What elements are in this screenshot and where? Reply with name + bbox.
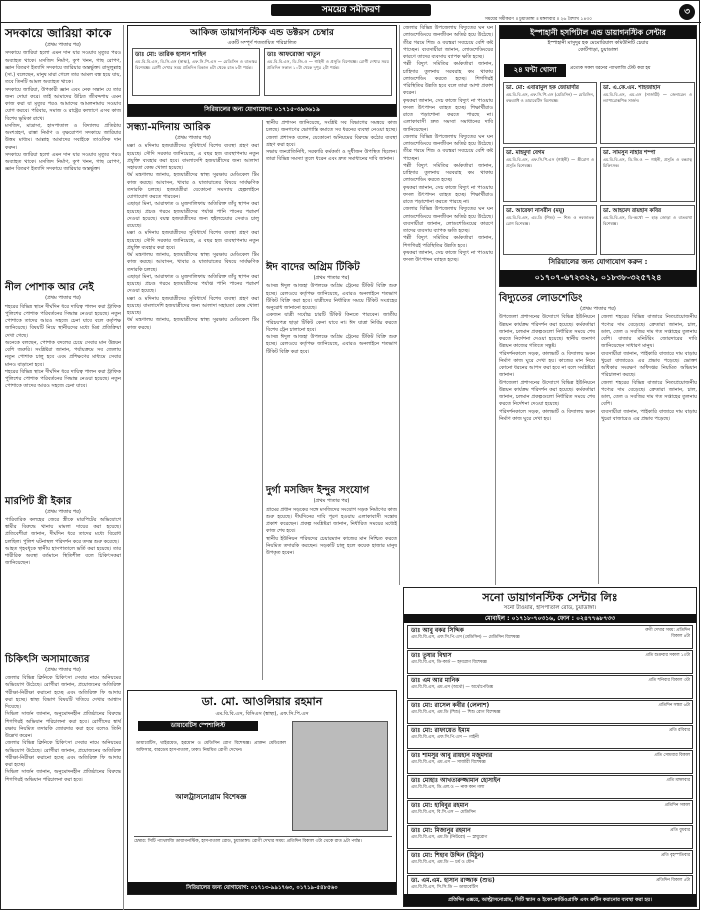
headline: সদকায়ে জারিয়া কাকে <box>5 26 112 40</box>
article-body: জেলার বিভিন্ন ক্লিনিকে চিকিৎসা সেবার নামে অনিয়মের অভিযোগ উঠেছে। রোগীরা জানান, প্রয়োজনের অতিরিক্ত পরীক্ষা-নিরীক্ষা করানো হচ্ছে এবং অতিরিক্ত ফি আদায় করা হচ্ছে। স্বাস্থ্য বিভাগ বিষয়টি খতিয়ে দেখার আশ্বাস দিয়েছে। সিভিল সার্জন জানান, অনুমোদনহীন প্রতিষ্ঠানের বিরুদ্ধে শিগগিরই অভিযান পরিচালনা করা হবে। রোগীদের স্বার্থ রক্ষায় নিয়মিত তদারকি জোরদার করা হবে বলেও তিনি উল্লেখ করেন। জেলার বিভিন্ন ক্লিনিকে চিকিৎসা সেবার নামে অনিয়মের অভিযোগ উঠেছে। রোগীরা জানান, প্রয়োজনের অতিরিক্ত পরীক্ষা-নিরীক্ষা করানো হচ্ছে এবং অতিরিক্ত ফি আদায় করা হচ্ছে। সিভিল সার্জন জানান, অনুমোদনহীন প্রতিষ্ঠানের বিরুদ্ধে শিগগিরই অভিযান পরিচালনা করা হবে। <box>5 675 121 783</box>
continued-note: (প্রথম পাতার পর) <box>313 275 350 281</box>
ad-tagline: একটি সম্পূর্ণ শততায়িত পরিচালিত <box>227 40 297 47</box>
ad-degree: এম.বি.বি.এস, বিসিএস (স্বাস্থ্য), এফ.সি.পি.এস <box>215 710 309 717</box>
article-body: জেলার বিভিন্ন উপজেলায় বিদ্যুতের ঘন ঘন লোডশেডিংয়ে জনজীবন অতিষ্ঠ হয়ে উঠেছে। তীব্র গরমে শিশু ও বয়স্করা সবচেয়ে বেশি কষ্ট পাচ্ছেন। ব্যবসায়ীরা জানান, লোডশেডিংয়ের কারণে তাদের ব্যবসায় ব্যাপক ক্ষতি হচ্ছে। পল্লী বিদ্যুৎ সমিতির কর্মকর্তারা জানান, চাহিদার তুলনায় সরবরাহ কম থাকায় লোডশেডিং করতে হচ্ছে। শিগগিরই পরিস্থিতির উন্নতি হবে বলে তারা আশা প্রকাশ করেন। কৃষকরা জানান, সেচ কাজে বিদ্যুৎ না পাওয়ায় ফসল উৎপাদন ব্যাহত হচ্ছে। শিক্ষার্থীরাও রাতে পড়াশোনা করতে পারছে না। এলাকাবাসী দ্রুত সমস্যা সমাধানের দাবি জানিয়েছেন। জেলার বিভিন্ন উপজেলায় বিদ্যুতের ঘন ঘন লোডশেডিংয়ে জনজীবন অতিষ্ঠ হয়ে উঠেছে। তীব্র গরমে শিশু ও বয়স্করা সবচেয়ে বেশি কষ্ট পাচ্ছেন। পল্লী বিদ্যুৎ সমিতির কর্মকর্তারা জানান, চাহিদার তুলনায় সরবরাহ কম থাকায় লোডশেডিং করতে হচ্ছে। কৃষকরা জানান, সেচ কাজে বিদ্যুৎ না পাওয়ায় ফসল উৎপাদন ব্যাহত হচ্ছে। শিক্ষার্থীরাও রাতে পড়াশোনা করতে পারছে না। জেলার বিভিন্ন উপজেলায় বিদ্যুতের ঘন ঘন লোডশেডিংয়ে জনজীবন অতিষ্ঠ হয়ে উঠেছে। ব্যবসায়ীরা জানান, লোডশেডিংয়ের কারণে তাদের ব্যবসায় ব্যাপক ক্ষতি হচ্ছে। পল্লী বিদ্যুৎ সমিতির কর্মকর্তারা জানান, শিগগিরই পরিস্থিতির উন্নতি হবে। কৃষকরা জানান, সেচ কাজে বিদ্যুৎ না পাওয়ায় ফসল উৎপাদন ব্যাহত হচ্ছে। <box>403 25 493 263</box>
column-1 <box>5 25 121 909</box>
continued-note: (প্রথম পাতার পর) <box>313 498 350 505</box>
column-3 <box>403 25 493 585</box>
doctor-name: ডাঃ আফরোজা খাতুন <box>267 51 321 58</box>
sono-doctor-row <box>407 800 693 824</box>
article-body: শহরের বিভিন্ন স্থানে দীর্ঘদিন ধরে দায়িত্ব পালন করা ট্রাফিক পুলিশের পোশাক পরিবর্তনের সিদ্ধান্ত নেওয়া হয়েছে। নতুন পোশাকে তাদের আরও সহজে চেনা যাবে বলে কর্তৃপক্ষ জানিয়েছে। বিষয়টি নিয়ে স্থানীয়দের মধ্যে মিশ্র প্রতিক্রিয়া দেখা গেছে। অনেকে বলছেন, পোশাক বদলের চেয়ে সেবার মান উন্নয়ন বেশি জরুরি। সংশ্লিষ্টরা জানান, পর্যায়ক্রমে সব জেলায় নতুন পোশাক চালু হবে এবং প্রশিক্ষণের মাধ্যমে সেবার মানও বাড়ানো হবে। শহরের বিভিন্ন স্থানে দীর্ঘদিন ধরে দায়িত্ব পালন করা ট্রাফিক পুলিশের পোশাক পরিবর্তনের সিদ্ধান্ত নেওয়া হয়েছে। নতুন পোশাকে তাদের আরও সহজে চেনা যাবে। <box>5 303 121 390</box>
doctor-schedule: প্রতি সোমবার বিকাল <box>654 753 690 759</box>
open-24-badge: ২৪ ঘণ্টা খোলা <box>504 64 566 77</box>
doctor-name: ডাঃ মো: রাসেল কবীর (লেলাশ) <box>411 702 490 710</box>
ad-doctor-title: ডা. মো. আওলিয়ার রহমান <box>201 695 323 708</box>
sono-doctor-row <box>407 750 693 774</box>
hospital-ad <box>499 25 697 287</box>
doctor-photo <box>292 721 388 831</box>
headline: দুর্গা মসজিদ ইন্দুর সংযোগ <box>266 485 370 497</box>
serial-label: সিরিয়ালের জন্য যোগাযোগ করুন : <box>548 258 648 266</box>
ad-footer: সিরিয়ালের জন্য যোগাযোগ: ০১৭১৫-৩৯৩৬১৯ <box>128 104 396 116</box>
column-rule <box>598 314 599 584</box>
doctor-name: ডাঃ মো: শিহাব উদ্দিন (মিঠুন) <box>411 852 484 860</box>
column-rule <box>262 120 263 680</box>
sono-doctor-row <box>407 625 693 649</box>
sono-doctor-row <box>407 725 693 749</box>
headline: চিকিৎসি অসামাজ্যের <box>5 653 90 665</box>
doctor-degree: এম.বি.বি.এস, এফ.সি.পি.এস (মেডিসিন) — মেডিসিন বিশেষজ্ঞ <box>411 635 520 641</box>
doctor-degree: এম.বি.বি.এস, ডি.এল.ও — নাক কান গলা <box>411 785 485 791</box>
article-body: মক্কা ও মদিনায় হজযাত্রীদের সুবিধার্থে বিশেষ ব্যবস্থা গ্রহণ করা হয়েছে। সৌদি সরকার জানিয়েছে, এ বছর হজ ব্যবস্থাপনায় নতুন প্রযুক্তি ব্যবহার করা হবে। বাংলাদেশি হজযাত্রীদের জন্য আলাদা সহায়তা কেন্দ্র খোলা হয়েছে। ধর্ম মন্ত্রণালয় জানায়, হজযাত্রীদের স্বাস্থ্য সুরক্ষায় মেডিকেল টিম কাজ করছে। আবাসন, খাবার ও যাতায়াতের বিষয়ে সার্বক্ষণিক তদারকি চলছে। হজযাত্রীরা যেকোনো সমস্যায় হেল্পলাইনে যোগাযোগ করতে পারবেন। এছাড়া মিনা, আরাফাত ও মুজদালিফায় অতিরিক্ত তাঁবু স্থাপন করা হয়েছে। প্রচণ্ড গরমে হজযাত্রীদের পর্যাপ্ত পানি পানের পরামর্শ দেওয়া হয়েছে। বয়স্ক হজযাত্রীদের জন্য হুইলচেয়ার সেবাও চালু রয়েছে। মক্কা ও মদিনায় হজযাত্রীদের সুবিধার্থে বিশেষ ব্যবস্থা গ্রহণ করা হয়েছে। সৌদি সরকার জানিয়েছে, এ বছর হজ ব্যবস্থাপনায় নতুন প্রযুক্তি ব্যবহার করা হবে। ধর্ম মন্ত্রণালয় জানায়, হজযাত্রীদের স্বাস্থ্য সুরক্ষায় মেডিকেল টিম কাজ করছে। আবাসন, খাবার ও যাতায়াতের বিষয়ে সার্বক্ষণিক তদারকি চলছে। এছাড়া মিনা, আরাফাত ও মুজদালিফায় অতিরিক্ত তাঁবু স্থাপন করা হয়েছে। প্রচণ্ড গরমে হজযাত্রীদের পর্যাপ্ত পানি পানের পরামর্শ দেওয়া হয়েছে। মক্কা ও মদিনায় হজযাত্রীদের সুবিধার্থে বিশেষ ব্যবস্থা গ্রহণ করা হয়েছে। বাংলাদেশি হজযাত্রীদের জন্য আলাদা সহায়তা কেন্দ্র খোলা হয়েছে। ধর্ম মন্ত্রণালয় জানায়, হজযাত্রীদের স্বাস্থ্য সুরক্ষায় মেডিকেল টিম কাজ করছে। <box>127 143 259 331</box>
doctor-name: ডা. সামসুন নাহার শম্পা <box>603 150 656 156</box>
doctor-name: ডাঃ মো: হাবিবুর রহমান <box>411 802 469 810</box>
continued-note: (প্রথম পাতার পর) <box>45 42 81 49</box>
doctor-name: ডাঃ আবু বকর সিদ্দিক <box>411 627 464 635</box>
doctor-name: ডাঃ মো: তারিক হাসান শাহিন <box>135 51 206 58</box>
ad-description: ডায়াবেটিস, থাইরয়েড, হরমোন ও মেডিসিন রোগ বিশেষজ্ঞ। প্রাক্তন মেডিকেল অফিসার, বারডেম হাসপাতাল, ঢাকা। নিয়মিত রোগী দেখেন। <box>136 741 286 753</box>
doctor-degree: এম.বি.বি.এস, এম.এস (অর্থো) — অর্থোপেডিক্স <box>411 685 493 691</box>
sono-doctor-list <box>404 625 696 891</box>
doctor-name: ডাঃ এম আর মানিক <box>411 677 460 685</box>
article-body: পারিবারিক কলহের জেরে স্ত্রীকে মারপিটের অভিযোগে স্বামীর বিরুদ্ধে থানায় মামলা দায়ের করা হয়েছে। প্রতিবেশীরা জানান, দীর্ঘদিন ধরে তাদের মধ্যে বিরোধ চলছিল। পুলিশ ঘটনাস্থল পরিদর্শন করে তদন্ত শুরু করেছে। আহত গৃহবধূকে স্থানীয় হাসপাতালে ভর্তি করা হয়েছে। তার শারীরিক অবস্থা বর্তমানে স্থিতিশীল বলে চিকিৎসকরা জানিয়েছেন। <box>5 516 121 567</box>
column-2 <box>127 25 397 909</box>
doctor-schedule: প্রতি বুধবার <box>670 828 690 834</box>
article-body: আসন্ন ঈদুল আজহা উপলক্ষে অগ্রিম ট্রেনের টিকিট বিক্রি শুরু হচ্ছে। রেলওয়ে কর্তৃপক্ষ জানিয়েছে, এবারও অনলাইনে শতভাগ টিকিট বিক্রি করা হবে। যাত্রীদের নির্ধারিত সময়ে টিকিট সংগ্রহের অনুরোধ জানানো হয়েছে। একজন যাত্রী সর্বোচ্চ চারটি টিকিট কিনতে পারবেন। জাতীয় পরিচয়পত্র ছাড়া টিকিট কেনা যাবে না। ঈদ যাত্রা নির্বিঘ্ন করতে বিশেষ ট্রেন চালানো হবে। আসন্ন ঈদুল আজহা উপলক্ষে অগ্রিম ট্রেনের টিকিট বিক্রি শুরু হচ্ছে। রেলওয়ে কর্তৃপক্ষ জানিয়েছে, এবারও অনলাইনে শতভাগ টিকিট বিক্রি করা হবে। <box>266 283 397 355</box>
doctor-degree: এম.বি.বি.এস, বি.সি.এস — মেডিসিন <box>411 810 476 816</box>
doctor-name: ডা. আরেফা নাসরীন (ময়ূ) <box>506 208 565 214</box>
sono-doctor-row <box>407 700 693 724</box>
sono-footer: প্রতিদিন এক্সরে, আল্ট্রাসনোগ্রাম, সিটি স্ক্যান ও ইকো-কার্ডিওগ্রাফি এবং রুটিন করানোর ব্যবস্থা করা হয়। <box>404 894 696 906</box>
doctor-ad <box>127 690 397 895</box>
continued-note: (প্রথম পাতার পর) <box>45 295 81 302</box>
headline: নীল পোশাক আর নেই <box>5 282 94 294</box>
doctor-degree: এম.বি.বি.এস, এম.ডি (নিউরো) — স্নায়ুরোগ <box>411 835 488 841</box>
sono-address: সনো টাওয়ার, হাসপাতাল রোড, চুয়াডাঙ্গা। <box>503 604 597 611</box>
doctor-name: ডা. এম.এম. হাসান রাজ্জাক (শুভ) <box>411 877 495 885</box>
dateline: সময়ের সমীকরণ ॥ চুয়াডাঙ্গা ॥ মঙ্গলবার ॥ ২৬ বৈশাখ ১৪৩০ <box>484 17 593 22</box>
sub-column <box>266 120 397 680</box>
column-rule <box>123 25 124 910</box>
ad-doctor-box: ডাঃ আফরোজা খাতুন এম.বি.বি.এস, ডি.জি.ও — গাইনী ও প্রসূতি বিশেষজ্ঞ। রোগী দেখার সময় প্রতিদিন সকাল ১০টা থেকে দুপুর ২টা পর্যন্ত। <box>264 48 392 96</box>
akij-ad <box>127 25 397 117</box>
continued-note: (প্রথম পাতার পর) <box>175 135 211 141</box>
article-body: উপজেলা প্রশাসনের উদ্যোগে বিভিন্ন ইউনিয়নে উন্নয়ন কার্যক্রম পরিদর্শন করা হয়েছে। কর্মকর্তারা জানান, চলমান প্রকল্পগুলো নির্ধারিত সময়ে শেষ করতে নির্দেশনা দেওয়া হয়েছে। স্থানীয় জনগণ উন্নয়ন কাজের গতিতে সন্তুষ্ট। পরিদর্শনকালে সড়ক, কালভার্ট ও বিদ্যালয় ভবন নির্মাণ কাজ ঘুরে দেখা হয়। কাজের মান নিয়ে কোনো ধরনের আপস করা হবে না বলে সংশ্লিষ্টরা জানান। উপজেলা প্রশাসনের উদ্যোগে বিভিন্ন ইউনিয়নে উন্নয়ন কার্যক্রম পরিদর্শন করা হয়েছে। কর্মকর্তারা জানান, চলমান প্রকল্পগুলো নির্ধারিত সময়ে শেষ করতে নির্দেশনা দেওয়া হয়েছে। পরিদর্শনকালে সড়ক, কালভার্ট ও বিদ্যালয় ভবন নির্মাণ কাজ ঘুরে দেখা হয়। <box>499 314 595 422</box>
doctor-schedule: প্রতিদিন বিকাল ৫টা <box>656 878 690 884</box>
headline: ঈদ বাদের অগ্রিম টিকিট <box>266 262 360 273</box>
headline: সন্ধ্যা-মদিনায় আরিক <box>127 122 211 133</box>
column-rule <box>399 25 400 585</box>
doctor-schedule: প্রতি শুক্রবার সকাল ১০টা <box>645 653 690 659</box>
doctor-schedule: প্রতি মঙ্গলবার <box>666 778 690 784</box>
headline: মারপিট স্ত্রী ইকার <box>5 495 72 507</box>
continued-note: (প্রথম পাতার পর) <box>580 306 616 312</box>
doctor-name: ডাঃ তুষার বিশ্বাস <box>411 652 452 660</box>
hospital-doctor: ডা. মাহমুদা বেগম এম.বি.বি.এস, এফ.সি.পি.এস (গাইনী) — স্ত্রীরোগ ও প্রসূতি বিশেষজ্ঞ। <box>503 147 597 202</box>
sono-phone: মোবাইল : ০১৭১৮-৭০৩১৬, ফোন : ০২৪৭৭৬৮৭৩৩ <box>404 614 696 624</box>
sono-doctor-row <box>407 675 693 699</box>
sono-doctor-row <box>407 825 693 849</box>
doctor-name: ডাঃ মো: মিজানুর রহমান <box>411 827 471 835</box>
sono-diagnostic-ad <box>403 587 697 907</box>
doctor-degree: এম.বি.বি.এস, সি.সি.ডি — ডায়াবেটিস <box>411 885 478 891</box>
hospital-doctor: ডা. সামসুন নাহার শম্পা এম.বি.বি.এস, ডি.জি.ও — গাইনী, প্রসূতি ও বন্ধ্যাত্ব চিকিৎসক। <box>600 147 695 202</box>
article-body: গ্রামের প্রধান সড়কের সঙ্গে মসজিদের সংযোগ সড়ক নির্মাণের কাজ শুরু হয়েছে। দীর্ঘদিনের দাবি পূরণ হওয়ায় এলাকাবাসী সন্তোষ প্রকাশ করেছেন। প্রকল্প সংশ্লিষ্টরা জানান, নির্ধারিত সময়ের মধ্যেই কাজ শেষ হবে। স্থানীয় ইউনিয়ন পরিষদের চেয়ারম্যান কাজের মান নিশ্চিত করতে নিয়মিত তদারকি করছেন। সড়কটি চালু হলে কয়েক হাজার মানুষ উপকৃত হবেন। <box>266 506 397 556</box>
ad-title: আকিজ ডায়াগনস্টিক এন্ড ডক্টরস চেম্বার <box>190 28 334 38</box>
column-rule <box>495 25 496 585</box>
article-body: স্থানীয় প্রশাসন জানিয়েছে, সংশ্লিষ্ট সব বিভাগের সমন্বয়ে কাজ চলছে। জনগণের ভোগান্তি কমাতে সব ধরনের ব্যবস্থা নেওয়া হচ্ছে। জেলা প্রশাসক বলেন, যেকোনো অনিয়মের বিরুদ্ধে কঠোর ব্যবস্থা গ্রহণ করা হবে। সভায় জনপ্রতিনিধি, সরকারি কর্মকর্তা ও সুধীজন উপস্থিত ছিলেন। তারা বিভিন্ন সমস্যা তুলে ধরেন এবং দ্রুত সমাধানের দাবি জানান। <box>266 120 397 163</box>
hospital-doctor: ডা. আরেফা নাসরীন (ময়ূ) এম.বি.বি.এস, এম.ডি (শিশু) — শিশু ও নবজাতক রোগ বিশেষজ্ঞ। <box>503 205 597 255</box>
doctor-name: ডা. মাহমুদা বেগম <box>506 150 545 156</box>
ad-chamber-info: চেম্বার: সিটি প্যাথলজি ডায়াগনস্টিক, হাসপাতাল রোড, চুয়াডাঙ্গা। রোগী দেখার সময়: প্রতিদিন বিকাল ৩টা থেকে রাত ৯টা পর্যন্ত। <box>134 836 392 870</box>
hospital-place: কোর্টপাড়া, চুয়াডাঙ্গা <box>578 46 618 53</box>
doctor-degree: এম.বি.বি.এস, এম.ডি — চর্ম ও যৌন <box>411 860 474 866</box>
ad-specialty: ডায়াবেটিস স্পেশালিস্ট <box>138 721 258 731</box>
doctor-schedule: প্রতিদিন সকাল <box>664 803 690 809</box>
hospital-title: ইস্পাহানী হসপিটাল এন্ড ডায়াগনস্টিক সেন্টার <box>500 26 696 39</box>
doctor-schedule: প্রতি শনিবার বিকাল ৩টা <box>648 678 690 684</box>
sono-doctor-row <box>407 850 693 874</box>
sub-column <box>127 120 259 680</box>
page-number: ৩ <box>679 4 695 20</box>
doctor-schedule: রুগী দেখার সময়: প্রতিদিন বিকাল ৪টা <box>645 628 690 639</box>
doctor-name: ডা. এ.কে.এম. শাহজাহান <box>603 85 661 91</box>
masthead <box>1 1 701 23</box>
doctor-schedule: প্রতিদিন সন্ধ্যা ৬টা <box>658 703 690 709</box>
hospital-doctor: ডা. এ.কে.এম. শাহজাহান এম.বি.বি.এস, এম.এস (সার্জারী) — জেনারেল ও ল্যাপারোস্কপিক সার্জন। <box>600 82 695 144</box>
doctor-name: ডাঃ মো: রাফায়েত ইমাম <box>411 727 470 735</box>
sono-doctor-row <box>407 775 693 799</box>
sono-title: সনো ডায়াগনস্টিক সেন্টার লিঃ <box>482 591 618 604</box>
headline: বিদ্যুতের লোডশেডিং <box>499 293 583 304</box>
hospital-subtitle: ইস্পাহানী মাসুদুর হক মেমোরিয়াল কমিউনিটি চেয়ার <box>547 40 649 47</box>
ad-footer: সিরিয়ালের জন্য যোগাযোগ: ০১৭১৩-৯৯১৭৬৩, ০১৭১৯-৫৪৮৫৬০ <box>128 882 396 894</box>
newspaper-logo: সময়ের সমীকরণ <box>271 4 431 16</box>
doctor-degree: এম.বি.বি.এস, এফ.সি.পি.এস — গাইনী <box>411 735 479 741</box>
doctor-degree: এম.বি.বি.এস, এম.ডি (শিশু) — শিশু রোগ বিশেষজ্ঞ <box>411 710 501 716</box>
article-body: জেলা শহরের বিভিন্ন বাজারে নিত্যপ্রয়োজনীয় পণ্যের দাম বেড়েছে। ক্রেতারা জানান, চাল, ডাল, তেল ও সবজির দাম গত সপ্তাহের তুলনায় বেশি। বাজার মনিটরিং জোরদারের দাবি জানিয়েছেন সাধারণ মানুষ। ব্যবসায়ীরা জানান, পাইকারি বাজারে দাম বাড়ায় খুচরা বাজারেও এর প্রভাব পড়েছে। ভোক্তা অধিকার সংরক্ষণ অধিদপ্তর নিয়মিত অভিযান পরিচালনা করছে। জেলা শহরের বিভিন্ন বাজারে নিত্যপ্রয়োজনীয় পণ্যের দাম বেড়েছে। ক্রেতারা জানান, চাল, ডাল, তেল ও সবজির দাম গত সপ্তাহের তুলনায় বেশি। ব্যবসায়ীরা জানান, পাইকারি বাজারে দাম বাড়ায় খুচরা বাজারেও এর প্রভাব পড়েছে। <box>601 314 697 422</box>
doctor-name: ডাঃ মোহাঃ আখতারুজ্জামান হোসাইন <box>411 777 501 785</box>
doctor-schedule: প্রতি রবিবার <box>668 728 690 734</box>
continued-note: (প্রথম পাতার পর) <box>45 508 81 515</box>
hospital-doctor: ডা. মো: এবারামুল হক জোয়ার্দার এম.বি.বি.এস, এফ.সি.পি.এস (মেডিসিন) — মেডিসিন, বক্ষব্যাধি ও ডায়াবেটিস বিশেষজ্ঞ। <box>503 82 597 144</box>
ad-line: আলট্রাসনোগ্রাম বিশেষজ্ঞ <box>175 793 247 801</box>
hospital-doctor: ডা. আহমেদ রায়হান কবির এম.বি.বি.এস, ডি-অর্থো — হাড় জোড়া ও বাতব্যথা বিশেষজ্ঞ। <box>600 205 695 255</box>
doctor-name: ডা. আহমেদ রায়হান কবির <box>603 208 662 214</box>
doctor-name: ডা. মো: এবারামুল হক জোয়ার্দার <box>506 85 579 91</box>
sono-doctor-row <box>407 650 693 674</box>
doctor-degree: এম.বি.বি.এস, এম.এস — সার্জারী বিশেষজ্ঞ <box>411 760 486 766</box>
doctor-schedule: প্রতি বৃহস্পতিবার <box>660 853 690 859</box>
ad-doctor-box: ডাঃ মো: তারিক হাসান শাহিন এম.বি.বি.এস, বি.সি.এস (স্বাস্থ্য), এফ.সি.পি.এস — মেডিসিন ও বাতজ্বর বিশেষজ্ঞ। রোগী দেখার সময় প্রতিদিন বিকাল ৪টা থেকে রাত ৮টা পর্যন্ত। <box>132 48 260 96</box>
continued-note: (প্রথম পাতার পর) <box>45 666 81 673</box>
doctor-degree: এম.বি.বি.এস, ডি-কার্ড — হৃদরোগ বিশেষজ্ঞ <box>411 660 487 666</box>
open-24-note: প্রত্যেক সকল ধরনের প্যাথলজি টেস্ট করা হয় <box>570 66 651 71</box>
middle-articles <box>127 120 397 680</box>
article-body: সদকায়ে জারিয়া হলো এমন দান যার সওয়াব মৃত্যুর পরও অব্যাহত থাকে। মসজিদ নির্মাণ, কূপ খনন, গাছ রোপণ, জ্ঞান বিতরণ ইত্যাদি সদকায়ে জারিয়ার অন্তর্ভুক্ত। রাসুলুল্লাহ (সা.) বলেছেন, মানুষ মারা গেলে তার আমল বন্ধ হয়ে যায়, তবে তিনটি আমল অব্যাহত থাকে। সদকায়ে জারিয়া, উপকারী জ্ঞান এবং নেক সন্তান যে তার জন্য দোয়া করে। তাই আমাদের উচিত জীবদ্দশায় এমন কাজ করা যা মৃত্যুর পরও আমাদের আমলনামায় সওয়াব যোগ করবে। পরিবার, সমাজ ও রাষ্ট্রের কল্যাণে এসব কাজ বিশেষ ভূমিকা রাখে। মসজিদ, মাদ্রাসা, হাসপাতাল ও বিদ্যালয় প্রতিষ্ঠায় অংশগ্রহণ, রাস্তা নির্মাণ ও বৃক্ষরোপণ সদকায়ে জারিয়ার উত্তম মাধ্যম। আল্লাহ আমাদের সবাইকে তাওফিক দান করুন। সদকায়ে জারিয়া হলো এমন দান যার সওয়াব মৃত্যুর পরও অব্যাহত থাকে। মসজিদ নির্মাণ, কূপ খনন, গাছ রোপণ, জ্ঞান বিতরণ ইত্যাদি সদকায়ে জারিয়ার অন্তর্ভুক্ত। <box>5 50 121 173</box>
serial-phone: ০১৭০৭-৬৭২৩২২, ০১৮৩৮-৩২৫৭২৪ <box>500 270 696 286</box>
column-4 <box>499 291 697 583</box>
doctor-name: ডাঃ শামসুর আবু রায়হান মজুমদার <box>411 752 493 760</box>
